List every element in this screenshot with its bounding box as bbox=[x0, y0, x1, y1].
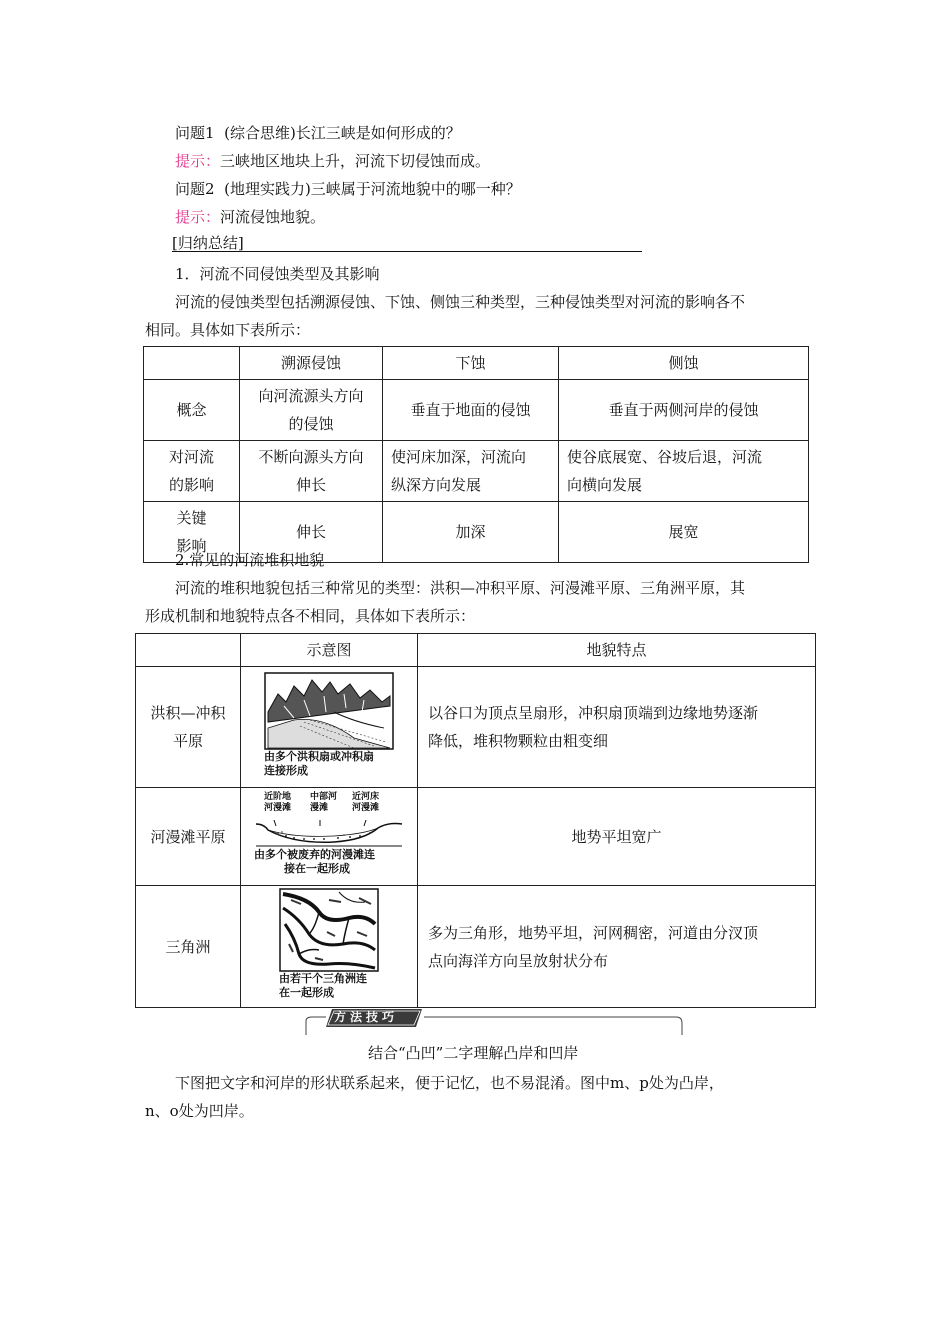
diagram-caption-line: 连接形成 bbox=[264, 763, 308, 777]
floodplain-diagram bbox=[254, 792, 404, 876]
erosion-header-downcutting: 下蚀 bbox=[383, 347, 559, 380]
row-header-text: 河漫滩平原 bbox=[150, 827, 226, 846]
hint-2-text: 河流侵蚀地貌。 bbox=[220, 208, 326, 226]
erosion-table bbox=[143, 346, 809, 563]
deposit-header-blank bbox=[136, 634, 241, 667]
delta-illustration bbox=[279, 888, 379, 972]
question-2 bbox=[175, 179, 521, 199]
hint-2-label: 提示： bbox=[175, 208, 221, 226]
alluvial-fan-diagram bbox=[264, 672, 394, 778]
cell bbox=[383, 380, 559, 441]
label-near-riverbed bbox=[352, 792, 379, 814]
cell-line: 展宽 bbox=[668, 523, 699, 541]
section-1-para-line1: 河流的侵蚀类型包括溯源侵蚀、下蚀、侧蚀三种类型，三种侵蚀类型对河流的影响各不 bbox=[175, 293, 746, 311]
diagram-caption-line: 由若干个三角洲连 bbox=[279, 972, 367, 985]
label-near-terrace bbox=[264, 792, 291, 814]
feature-line: 点向海洋方向呈放射状分布 bbox=[428, 951, 609, 970]
cell bbox=[383, 502, 559, 563]
method-para-line1: 下图把文字和河岸的形状联系起来，便于记忆，也不易混淆。图中m、p处为凸岸， bbox=[175, 1074, 724, 1092]
cell-line: 垂直于地面的侵蚀 bbox=[410, 401, 531, 419]
question-2-text: (地理实践力)三峡属于河流地貌中的哪一种？ bbox=[224, 180, 521, 198]
cell-line: 纵深方向发展 bbox=[391, 476, 482, 494]
diagram-caption-line: 由多个被废弃的河漫滩连 bbox=[254, 848, 375, 861]
floodplain-labels bbox=[254, 792, 404, 820]
delta-diagram bbox=[279, 888, 379, 1000]
label-line: 近阶地 bbox=[264, 792, 292, 802]
row-header bbox=[136, 788, 241, 886]
cell-line: 伸长 bbox=[295, 476, 326, 494]
section-1-para-line2: 相同。具体如下表所示： bbox=[145, 321, 311, 339]
erosion-header-blank bbox=[144, 347, 240, 380]
cell-line: 伸长 bbox=[295, 523, 326, 541]
row-header-text: 概念 bbox=[176, 401, 207, 419]
deposit-header-features: 地貌特点 bbox=[418, 634, 816, 667]
row-header-line: 关键 bbox=[176, 509, 207, 527]
row-header bbox=[136, 886, 241, 1008]
cell-line: 垂直于两侧河岸的侵蚀 bbox=[608, 401, 759, 419]
alluvial-fan-illustration bbox=[264, 672, 394, 750]
cell-line: 向河流源头方向 bbox=[258, 387, 364, 405]
label-line: 中部河 bbox=[310, 792, 338, 802]
feature-line: 地势平坦宽广 bbox=[571, 827, 662, 846]
diagram-cell bbox=[241, 788, 418, 886]
cell bbox=[240, 380, 383, 441]
diagram-caption-line: 在一起形成 bbox=[279, 986, 334, 999]
section-2-title: 2.常见的河流堆积地貌 bbox=[175, 551, 325, 569]
row-header-line: 影响 bbox=[176, 537, 207, 555]
hint-1 bbox=[175, 151, 490, 171]
row-header-line: 的影响 bbox=[168, 476, 214, 494]
cell-line: 加深 bbox=[455, 523, 486, 541]
hint-1-label: 提示： bbox=[175, 152, 221, 170]
cell bbox=[559, 502, 809, 563]
erosion-header-headward: 溯源侵蚀 bbox=[240, 347, 383, 380]
row-header-text: 三角洲 bbox=[165, 937, 211, 956]
question-1-label: 问题1 bbox=[175, 124, 215, 142]
cell-line: 使谷底展宽、谷坡后退，河流 bbox=[567, 448, 763, 466]
cell-line: 不断向源头方向 bbox=[258, 448, 364, 466]
feature-cell bbox=[418, 788, 816, 886]
cell-line: 使河床加深，河流向 bbox=[391, 448, 527, 466]
row-header-line: 洪积—冲积 bbox=[150, 704, 226, 722]
method-title: 结合“凸凹”二字理解凸岸和凹岸 bbox=[368, 1044, 579, 1062]
feature-cell bbox=[418, 667, 816, 788]
method-tips-tag: 方法技巧 bbox=[334, 1010, 399, 1024]
label-line: 漫滩 bbox=[310, 803, 329, 813]
feature-cell bbox=[418, 886, 816, 1008]
feature-line: 多为三角形，地势平坦，河网稠密，河道由分汊顶 bbox=[428, 923, 759, 942]
diagram-cell bbox=[241, 667, 418, 788]
cell bbox=[559, 380, 809, 441]
row-header bbox=[144, 380, 240, 441]
label-middle-floodplain bbox=[310, 792, 337, 814]
diagram-caption-line: 由多个洪积扇或冲积扇 bbox=[264, 749, 374, 763]
summary-title: [归纳总结] bbox=[172, 234, 244, 252]
row-header-line: 对河流 bbox=[168, 448, 214, 466]
feature-line: 以谷口为顶点呈扇形，冲积扇顶端到边缘地势逐渐 bbox=[428, 704, 759, 722]
row-header bbox=[144, 441, 240, 502]
section-1-title: 1．河流不同侵蚀类型及其影响 bbox=[175, 265, 380, 283]
cell bbox=[240, 441, 383, 502]
label-line: 河漫滩 bbox=[352, 803, 380, 813]
floodplain-illustration bbox=[254, 820, 404, 848]
feature-line: 降低，堆积物颗粒由粗变细 bbox=[428, 732, 609, 750]
question-1-text: (综合思维)长江三峡是如何形成的？ bbox=[224, 124, 461, 142]
deposition-table bbox=[135, 633, 816, 1008]
row-header bbox=[136, 667, 241, 788]
diagram-cell bbox=[241, 886, 418, 1008]
row-header-line: 平原 bbox=[172, 732, 203, 750]
summary-rule bbox=[172, 251, 642, 252]
cell bbox=[383, 441, 559, 502]
cell-line: 的侵蚀 bbox=[288, 415, 334, 433]
cell-line: 向横向发展 bbox=[567, 476, 643, 494]
erosion-header-lateral: 侧蚀 bbox=[559, 347, 809, 380]
question-1 bbox=[175, 123, 461, 143]
section-2-para-line2: 形成机制和地貌特点各不相同，具体如下表所示： bbox=[145, 607, 476, 625]
hint-1-text: 三峡地区地块上升，河流下切侵蚀而成。 bbox=[220, 152, 491, 170]
cell bbox=[559, 441, 809, 502]
deposit-header-diagram: 示意图 bbox=[241, 634, 418, 667]
label-line: 近河床 bbox=[352, 792, 380, 802]
section-2-para-line1: 河流的堆积地貌包括三种常见的类型：洪积—冲积平原、河漫滩平原、三角洲平原，其 bbox=[175, 579, 746, 597]
method-para-line2: n、o处为凹岸。 bbox=[145, 1102, 254, 1120]
label-line: 河漫滩 bbox=[264, 803, 292, 813]
diagram-caption-line: 接在一起形成 bbox=[284, 862, 350, 875]
question-2-label: 问题2 bbox=[175, 180, 215, 198]
hint-2 bbox=[175, 207, 325, 227]
